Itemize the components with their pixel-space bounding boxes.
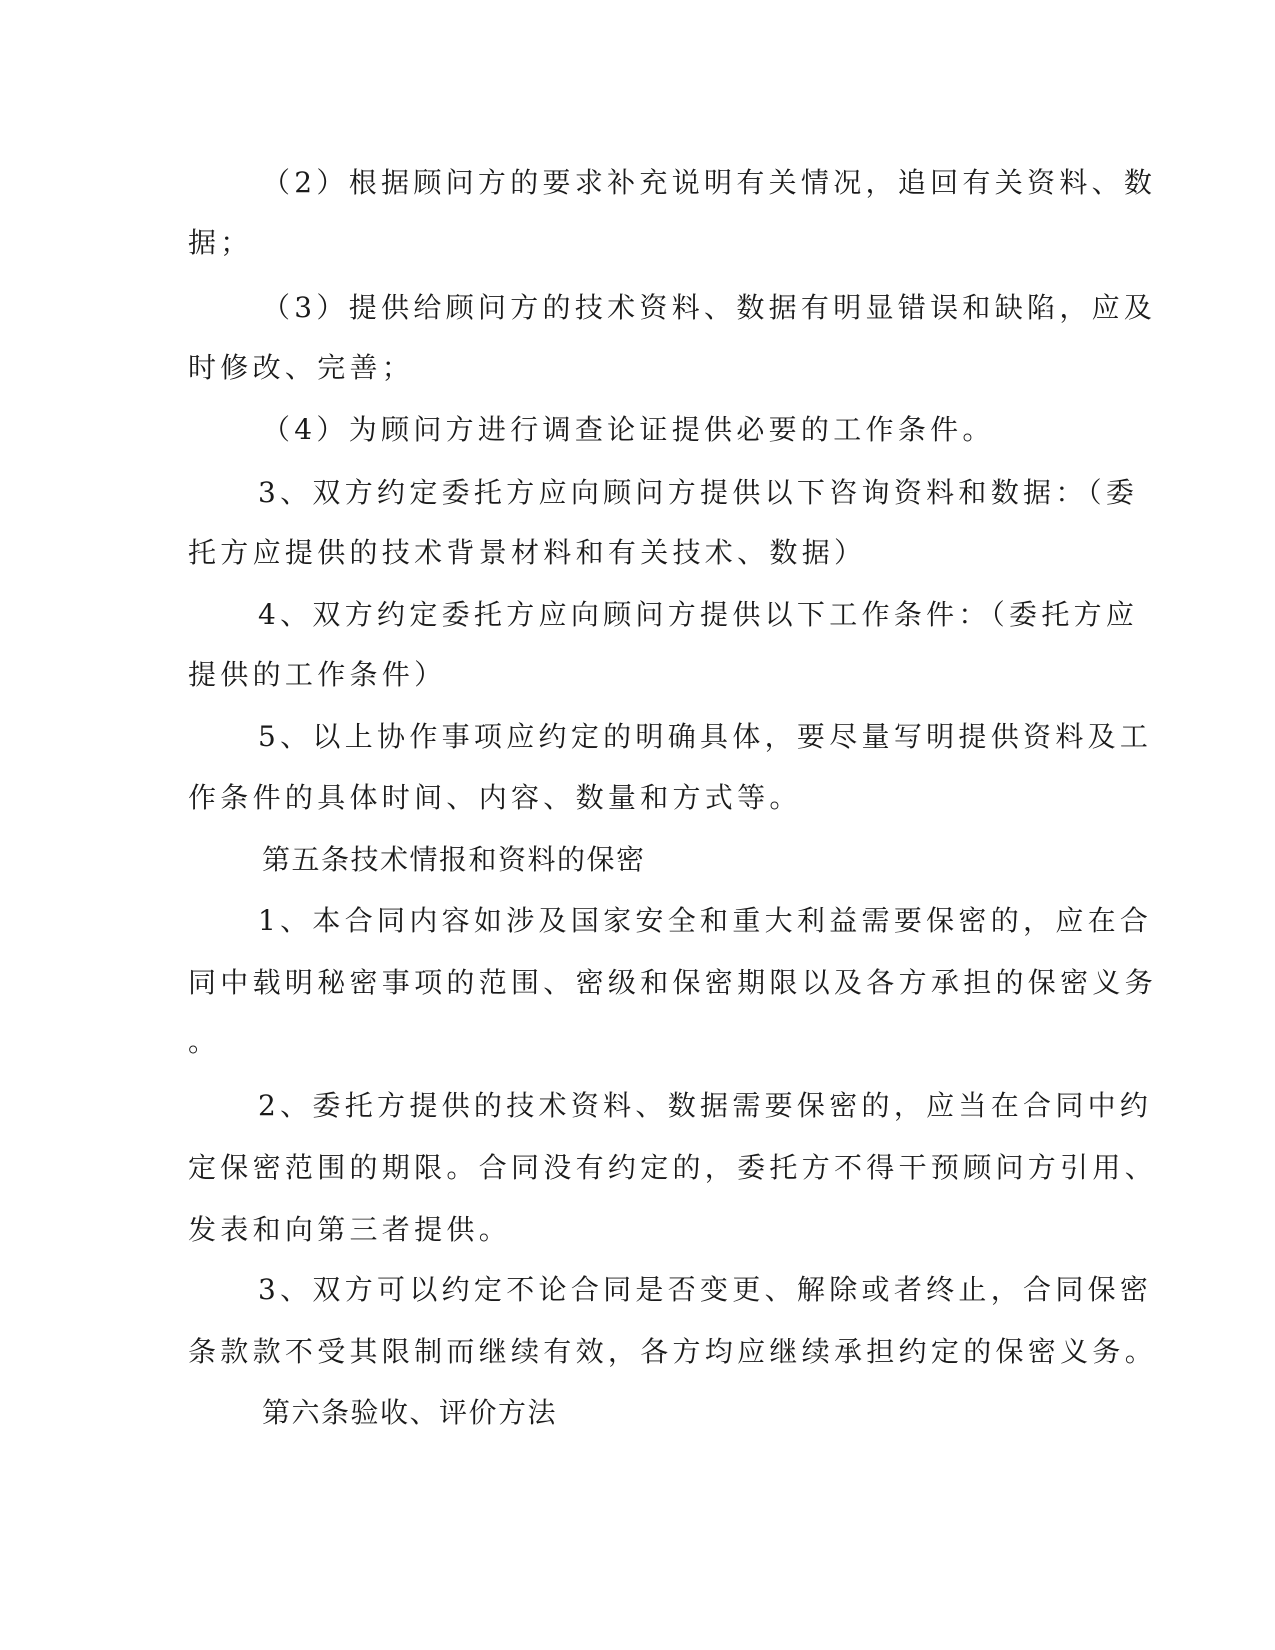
- text-line: （4）为顾问方进行调查论证提供必要的工作条件。: [262, 413, 995, 446]
- text-line: 发表和向第三者提供。: [188, 1213, 512, 1246]
- text-line: 托方应提供的技术背景材料和有关技术、数据）: [188, 536, 867, 569]
- text-line: （2）根据顾问方的要求补充说明有关情况，追回有关资料、数: [262, 166, 1157, 199]
- text-line: 3、双方约定委托方应向顾问方提供以下咨询资料和数据：（委: [258, 476, 1139, 509]
- section-heading: 第六条验收、评价方法: [262, 1396, 558, 1429]
- text-line: 4、双方约定委托方应向顾问方提供以下工作条件：（委托方应: [258, 598, 1139, 631]
- text-line: 2、委托方提供的技术资料、数据需要保密的，应当在合同中约: [258, 1089, 1153, 1122]
- text-line: 时修改、完善；: [188, 351, 415, 384]
- text-line: 提供的工作条件）: [188, 658, 447, 691]
- text-line: 3、双方可以约定不论合同是否变更、解除或者终止，合同保密: [258, 1273, 1153, 1306]
- text-line: 条款款不受其限制而继续有效，各方均应继续承担约定的保密义务。: [188, 1335, 1158, 1368]
- text-line: （3）提供给顾问方的技术资料、数据有明显错误和缺陷，应及: [262, 291, 1157, 324]
- text-line: 5、以上协作事项应约定的明确具体，要尽量写明提供资料及工: [258, 720, 1153, 753]
- text-line: 同中载明秘密事项的范围、密级和保密期限以及各方承担的保密义务: [188, 966, 1158, 999]
- text-line: 。: [188, 1025, 221, 1058]
- text-line: 定保密范围的期限。合同没有约定的，委托方不得干预顾问方引用、: [188, 1151, 1158, 1184]
- section-heading: 第五条技术情报和资料的保密: [262, 843, 646, 876]
- text-line: 1、本合同内容如涉及国家安全和重大利益需要保密的，应在合: [258, 904, 1153, 937]
- text-line: 作条件的具体时间、内容、数量和方式等。: [188, 781, 802, 814]
- text-line: 据；: [188, 226, 253, 259]
